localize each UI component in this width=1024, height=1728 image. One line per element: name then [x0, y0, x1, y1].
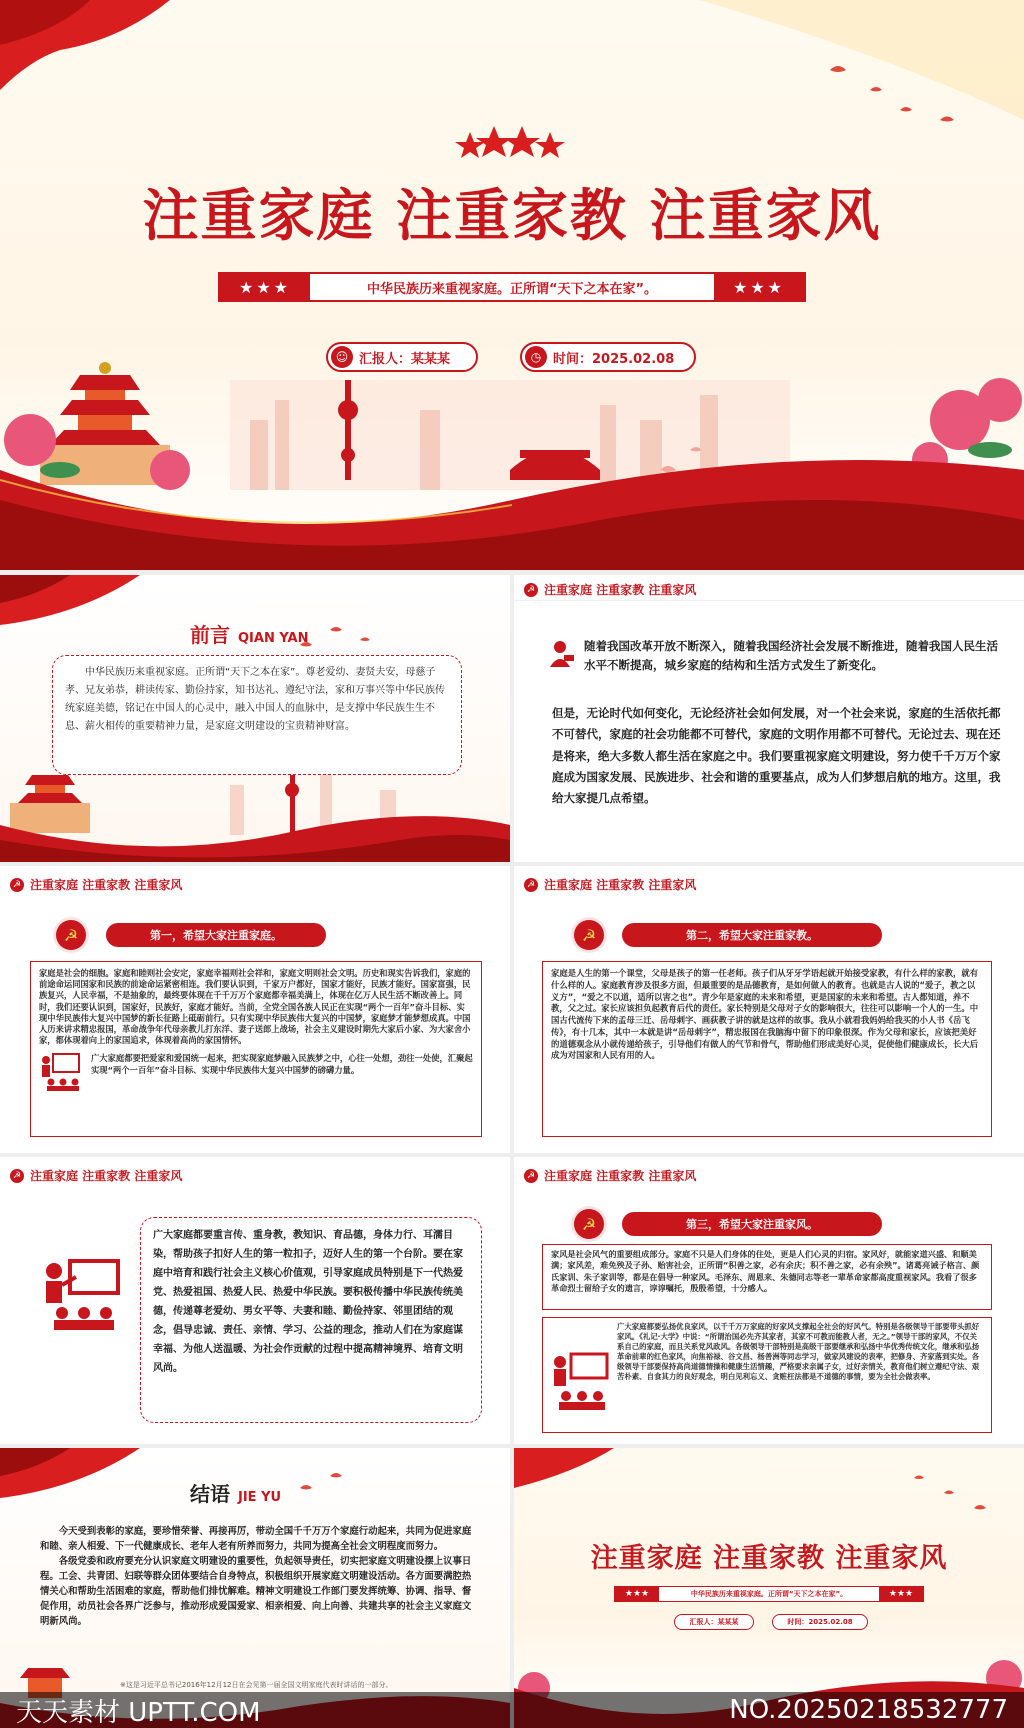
preface-title [190, 619, 308, 648]
teacher-icon [42, 1257, 122, 1333]
watermark-strip [0, 1692, 1024, 1728]
part3-header: ☭ 注重家庭 注重家教 注重家风 [524, 1167, 696, 1184]
intro-slide [514, 575, 1024, 862]
part2-title: 第二，希望大家注重家教。 [622, 923, 882, 947]
cover-subtitle: 中华民族历来重视家庭。正所谓“天下之本在家”。 [366, 281, 658, 297]
part2b-header: ☭ 注重家庭 注重家教 注重家风 [10, 1167, 182, 1184]
closing-title: 注重家庭 注重家教 注重家风 [590, 1543, 948, 1574]
preface-slide [0, 575, 510, 862]
speaker-icon [548, 639, 576, 669]
closing-subtitle-bar [614, 1586, 924, 1602]
cover-subtitle-bar [218, 272, 806, 302]
closing-stars-right: ★★★ [879, 1587, 923, 1601]
preface-title-cn: 前言 [190, 623, 230, 647]
part2-badge: ☭ [574, 920, 604, 950]
intro-icon [548, 639, 576, 669]
part1-body2: 广大家庭都要把爱家和爱国统一起来，把实现家庭梦融入民族梦之中，心往一处想，劲往一处使，汇聚起实现“两个一百年”奋斗目标、实现中华民族伟大复兴中国梦的磅礴力量。 [91, 1053, 473, 1076]
part3-badge: ☭ [574, 1209, 604, 1239]
part1-title: 第一，希望大家注重家庭。 [106, 923, 326, 947]
conclusion-note: ※这是习近平总书记2016年12月12日在会见第一届全国文明家庭代表时讲话的一部分。 [120, 1681, 393, 1689]
conclusion-slide [0, 1448, 510, 1728]
reporter-pill [326, 342, 478, 372]
preface-title-pinyin: QIAN YAN [238, 631, 309, 646]
date-pill [520, 342, 696, 372]
watermark-right: NO.20250218532777 [729, 1695, 1008, 1725]
part3-body2: 广大家庭都要弘扬优良家风，以千千万万家庭的好家风支撑起全社会的好风气。特别是各级领导干部要带头抓好家风。《礼记·大学》中说：“所谓治国必先齐其家者，其家不可教而能教人者，无之。”领导干部的家风，不仅关系自己的家庭，而且关系党风政风。各级领导干部特别是高级干部要继承和弘扬中华优秀传统文化，继承和弘扬革命前辈的红色家风，向焦裕禄、谷文昌、杨善洲等同志学习，做家风建设的表率，把修身、齐家落到实处。各级领导干部要保持高尚道德情操和健康生活情趣，严格要求亲属子女，过好亲情关，教育他们树立遵纪守法、艰苦朴素、自食其力的良好观念，明白见利忘义、贪赃枉法都是不道德的事情，要为全社会做表率。 [617, 1322, 980, 1381]
preface-body: 中华民族历来重视家庭。正所谓“天下之本在家”。尊老爱幼、妻贤夫安，母慈子孝、兄友弟恭，耕读传家、勤俭持家，知书达礼、遵纪守法，家和万事兴等中华民族传统家庭美德，铭记在中国人的心灵中，融入中国人的血脉中，是支撑中华民族生生不息、薪火相传的重要精神力量，是家庭文明建设的宝贵精神财富。 [52, 655, 462, 775]
watermark-left: 天天素材 UPTT.COM [16, 1697, 261, 1728]
part1-badge: ☭ [56, 920, 86, 950]
part3-body: 家风是社会风气的重要组成部分。家庭不只是人们身体的住处，更是人们心灵的归宿。家风好，就能家道兴盛、和顺美满；家风差，难免殃及子孙、贻害社会，正所谓“积善之家，必有余庆；积不善之家，必有余殃”。诸葛亮诫子格言、颜氏家训、朱子家训等，都是在倡导一种家风。毛泽东、周恩来、朱德同志等老一辈革命家都高度重视家风。我看了很多革命烈士留给子女的遗言，谆谆嘱托，殷殷希望，十分感人。 [542, 1244, 992, 1310]
party-icon: ☭ [524, 583, 538, 597]
part3-title: 第三，希望大家注重家风。 [622, 1212, 882, 1236]
clock-icon: ◷ [525, 346, 547, 368]
party-icon: ☭ [524, 878, 538, 892]
cover-slide [0, 0, 1024, 570]
closing-stars-left: ★★★ [615, 1587, 659, 1601]
part1-body-box [30, 961, 482, 1137]
closing-date: 时间：2025.02.08 [772, 1614, 868, 1630]
conclusion-title-pinyin: JIE YU [238, 1490, 282, 1505]
part2b-body: 广大家庭都要重言传、重身教，教知识、育品德，身体力行、耳濡目染，帮助孩子扣好人生的第一粒扣子，迈好人生的第一个台阶。要在家庭中培育和践行社会主义核心价值观，引导家庭成员特别是下一代热爱党、热爱祖国、热爱人民、热爱中华民族。要积极传播中华民族传统美德，传递尊老爱幼、男女平等、夫妻和睦、勤俭持家、邻里团结的观念，倡导忠诚、责任、亲情、学习、公益的理念，推动人们在为家庭谋幸福、为他人送温暖、为社会作贡献的过程中提高精神境界、培育文明风尚。 [140, 1217, 482, 1423]
user-icon: ☺ [331, 346, 353, 368]
part1-header: ☭ 注重家庭 注重家教 注重家风 [10, 876, 182, 893]
reporter-label: 汇报人：某某某 [359, 351, 451, 367]
party-icon: ☭ [524, 1169, 538, 1183]
closing-subtitle: 中华民族历来重视家庭。正所谓“天下之本在家”。 [690, 1590, 848, 1598]
teacher-icon [39, 1052, 83, 1092]
part2b-slide [0, 1157, 510, 1444]
part3-slide [514, 1157, 1024, 1444]
part1-body: 家庭是社会的细胞。家庭和睦则社会安定，家庭幸福则社会祥和，家庭文明则社会文明。历史和现实告诉我们，家庭的前途命运同国家和民族的前途命运紧密相连。我们要认识到，千家万户都好，国家才能好，民族才能好。国家富强，民族复兴，人民幸福，不是抽象的，最终要体现在千千万万个家庭都幸福美满上，体现在亿万人民生活不断改善上。同时，我们还要认识到，国家好，民族好，家庭才能好。当前，全党全国各族人民正在实现“两个一百年”奋斗目标、实现中华民族伟大复兴中国梦的新长征路上砥砺前行。只有实现中华民族伟大复兴的中国梦，家庭梦才能梦想成真。中国人历来讲求精忠报国，革命战争年代母亲教儿打东洋、妻子送郎上战场，社会主义建设时期先大家后小家、为大家舍小家，都体现着向上的家国追求，体现着高尚的家国情怀。 [39, 968, 471, 1046]
closing-reporter: 汇报人：某某某 [674, 1614, 754, 1630]
stars-left: ★★★ [220, 274, 310, 300]
part2-slide [514, 866, 1024, 1153]
intro-header-label: ☭ 注重家庭 注重家教 注重家风 [524, 581, 696, 598]
stars-right: ★★★ [714, 274, 804, 300]
teacher-icon [551, 1352, 611, 1412]
conclusion-title-cn: 结语 [190, 1482, 230, 1506]
party-icon: ☭ [10, 1169, 24, 1183]
date-label: 时间：2025.02.08 [553, 351, 675, 367]
part3-body2-box [542, 1317, 992, 1433]
intro-p2: 但是，无论时代如何变化，无论经济社会如何发展，对一个社会来说，家庭的生活依托都不可替代，家庭的社会功能都不可替代，家庭的文明作用都不可替代。无论过去、现在还是将来，绝大多数人都生活在家庭之中。我们要重视家庭文明建设，努力使千千万万个家庭成为国家发展、民族进步、社会和谐的重要基点，成为人们梦想启航的地方。这里，我给大家提几点希望。 [552, 706, 1001, 806]
party-icon: ☭ [10, 878, 24, 892]
part2-body: 家庭是人生的第一个课堂，父母是孩子的第一任老师。孩子们从牙牙学语起就开始接受家教，有什么样的家教，就有什么样的人。家庭教育涉及很多方面，但最重要的是品德教育，是如何做人的教育。也就是古人说的“爱子，教之以义方”，“爱之不以道，适所以害之也”。青少年是家庭的未来和希望，更是国家的未来和希望。古人都知道，养不教，父之过。家长应该担负起教育后代的责任。家长特别是父母对子女的影响很大，往往可以影响一个人的一生。中国古代流传下来的孟母三迁、岳母刺字、画荻教子讲的就是这样的故事。我从小就看我妈妈给我买的小人书《岳飞传》，有十几本，其中一本就是讲“岳母刺字”，精忠报国在我脑海中留下的印象很深。作为父母和家长，应该把美好的道德观念从小就传递给孩子，引导他们有做人的气节和骨气，帮助他们形成美好心灵，促使他们健康成长，长大后成为对国家和人民有用的人。 [542, 961, 992, 1137]
part1-note [39, 1052, 473, 1092]
conclusion-box [30, 1520, 484, 1670]
cover-title: 注重家庭 注重家教 注重家风 [142, 184, 882, 249]
part1-slide [0, 866, 510, 1153]
conclusion-title [190, 1478, 281, 1507]
conclusion-body2: 各级党委和政府要充分认识家庭文明建设的重要性，负起领导责任，切实把家庭文明建设摆上议事日程。工会、共青团、妇联等群众团体要结合自身特点，积极组织开展家庭文明建设活动。各方面要满腔热情关心和帮助生活困难的家庭，帮助他们排忧解难。精神文明建设工作部门要发挥统筹、协调、指导、督促作用，动员社会各界广泛参与，推动形成爱国爱家、相亲相爱、向上向善、共建共享的社会主义家庭文明新风尚。 [40, 1556, 472, 1628]
closing-slide [514, 1448, 1024, 1728]
conclusion-body: 今天受到表彰的家庭，要珍惜荣誉、再接再厉，带动全国千千万万个家庭行动起来，共同为促进家庭和睦、亲人相爱、下一代健康成长、老年人老有所养而努力，共同为提高全社会文明程度而努力。 [40, 1526, 472, 1553]
intro-p1: 随着我国改革开放不断深入，随着我国经济社会发展不断推进，随着我国人民生活水平不断提高，城乡家庭的结构和生活方式发生了新变化。 [584, 639, 998, 672]
part2-header: ☭ 注重家庭 注重家教 注重家风 [524, 876, 696, 893]
